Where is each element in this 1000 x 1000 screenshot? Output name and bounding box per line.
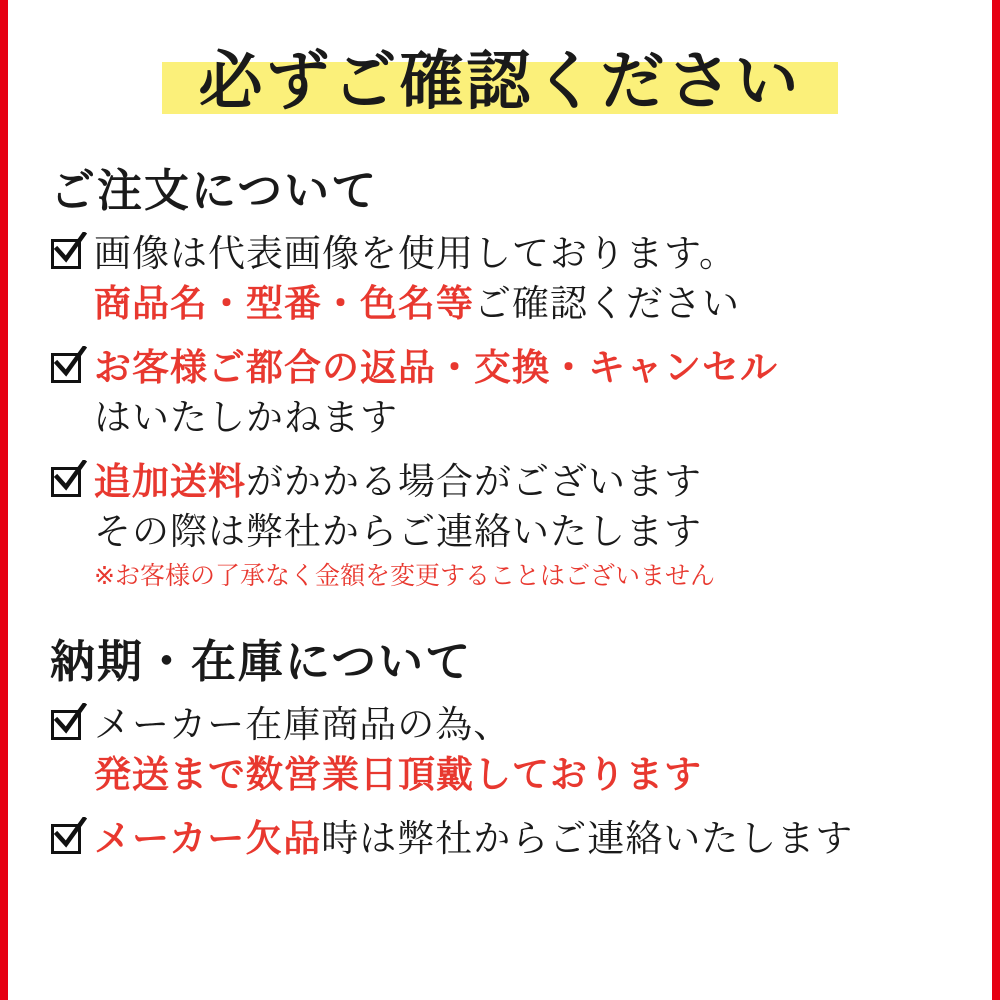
list-item-text (94, 343, 958, 443)
notice-content (8, 0, 992, 1000)
line-red-part: 追加送料 (94, 460, 246, 503)
line-text-mixed (94, 814, 958, 864)
line-text: はいたしかねます (94, 396, 398, 439)
list-item-text (94, 814, 958, 864)
checkbox-checked-icon (48, 349, 88, 389)
section-heading-orders: ご注文について (50, 164, 379, 217)
note-text: ※お客様の了承なく金額を変更することはございません (94, 561, 715, 590)
list-item (48, 700, 958, 800)
list-item-text (94, 700, 958, 800)
line-text: お客様ご都合の返品・交換・キャンセル (94, 346, 778, 389)
line-red-part: メーカー欠品 (94, 817, 322, 860)
list-item-text (94, 457, 958, 595)
list-item-text (94, 229, 958, 329)
title-text: 必ずご確認ください (198, 45, 802, 119)
list-item (48, 229, 958, 329)
line-text: 発送まで数営業日頂戴しております (94, 753, 702, 796)
page-title (42, 36, 958, 128)
checkbox-checked-icon (48, 463, 88, 503)
line-text-mixed (94, 457, 958, 507)
line-red-part: 商品名・型番・色名等 (94, 282, 474, 325)
section-heading-delivery: 納期・在庫について (50, 635, 473, 688)
list-item (48, 457, 958, 595)
list-item (48, 343, 958, 443)
list-item (48, 814, 958, 864)
line-text: メーカー在庫商品の為、 (94, 703, 512, 746)
checkbox-checked-icon (48, 820, 88, 860)
line-black-part: がかかる場合がございます (246, 460, 702, 503)
checkbox-checked-icon (48, 235, 88, 275)
line-black-part: ご確認ください (474, 282, 740, 325)
line-text: 画像は代表画像を使用しております。 (94, 232, 738, 275)
line-black-part: 時は弊社からご連絡いたします (321, 817, 854, 860)
checkbox-checked-icon (48, 706, 88, 746)
line-text: その際は弊社からご連絡いたします (94, 510, 702, 553)
line-text-mixed (94, 279, 958, 329)
